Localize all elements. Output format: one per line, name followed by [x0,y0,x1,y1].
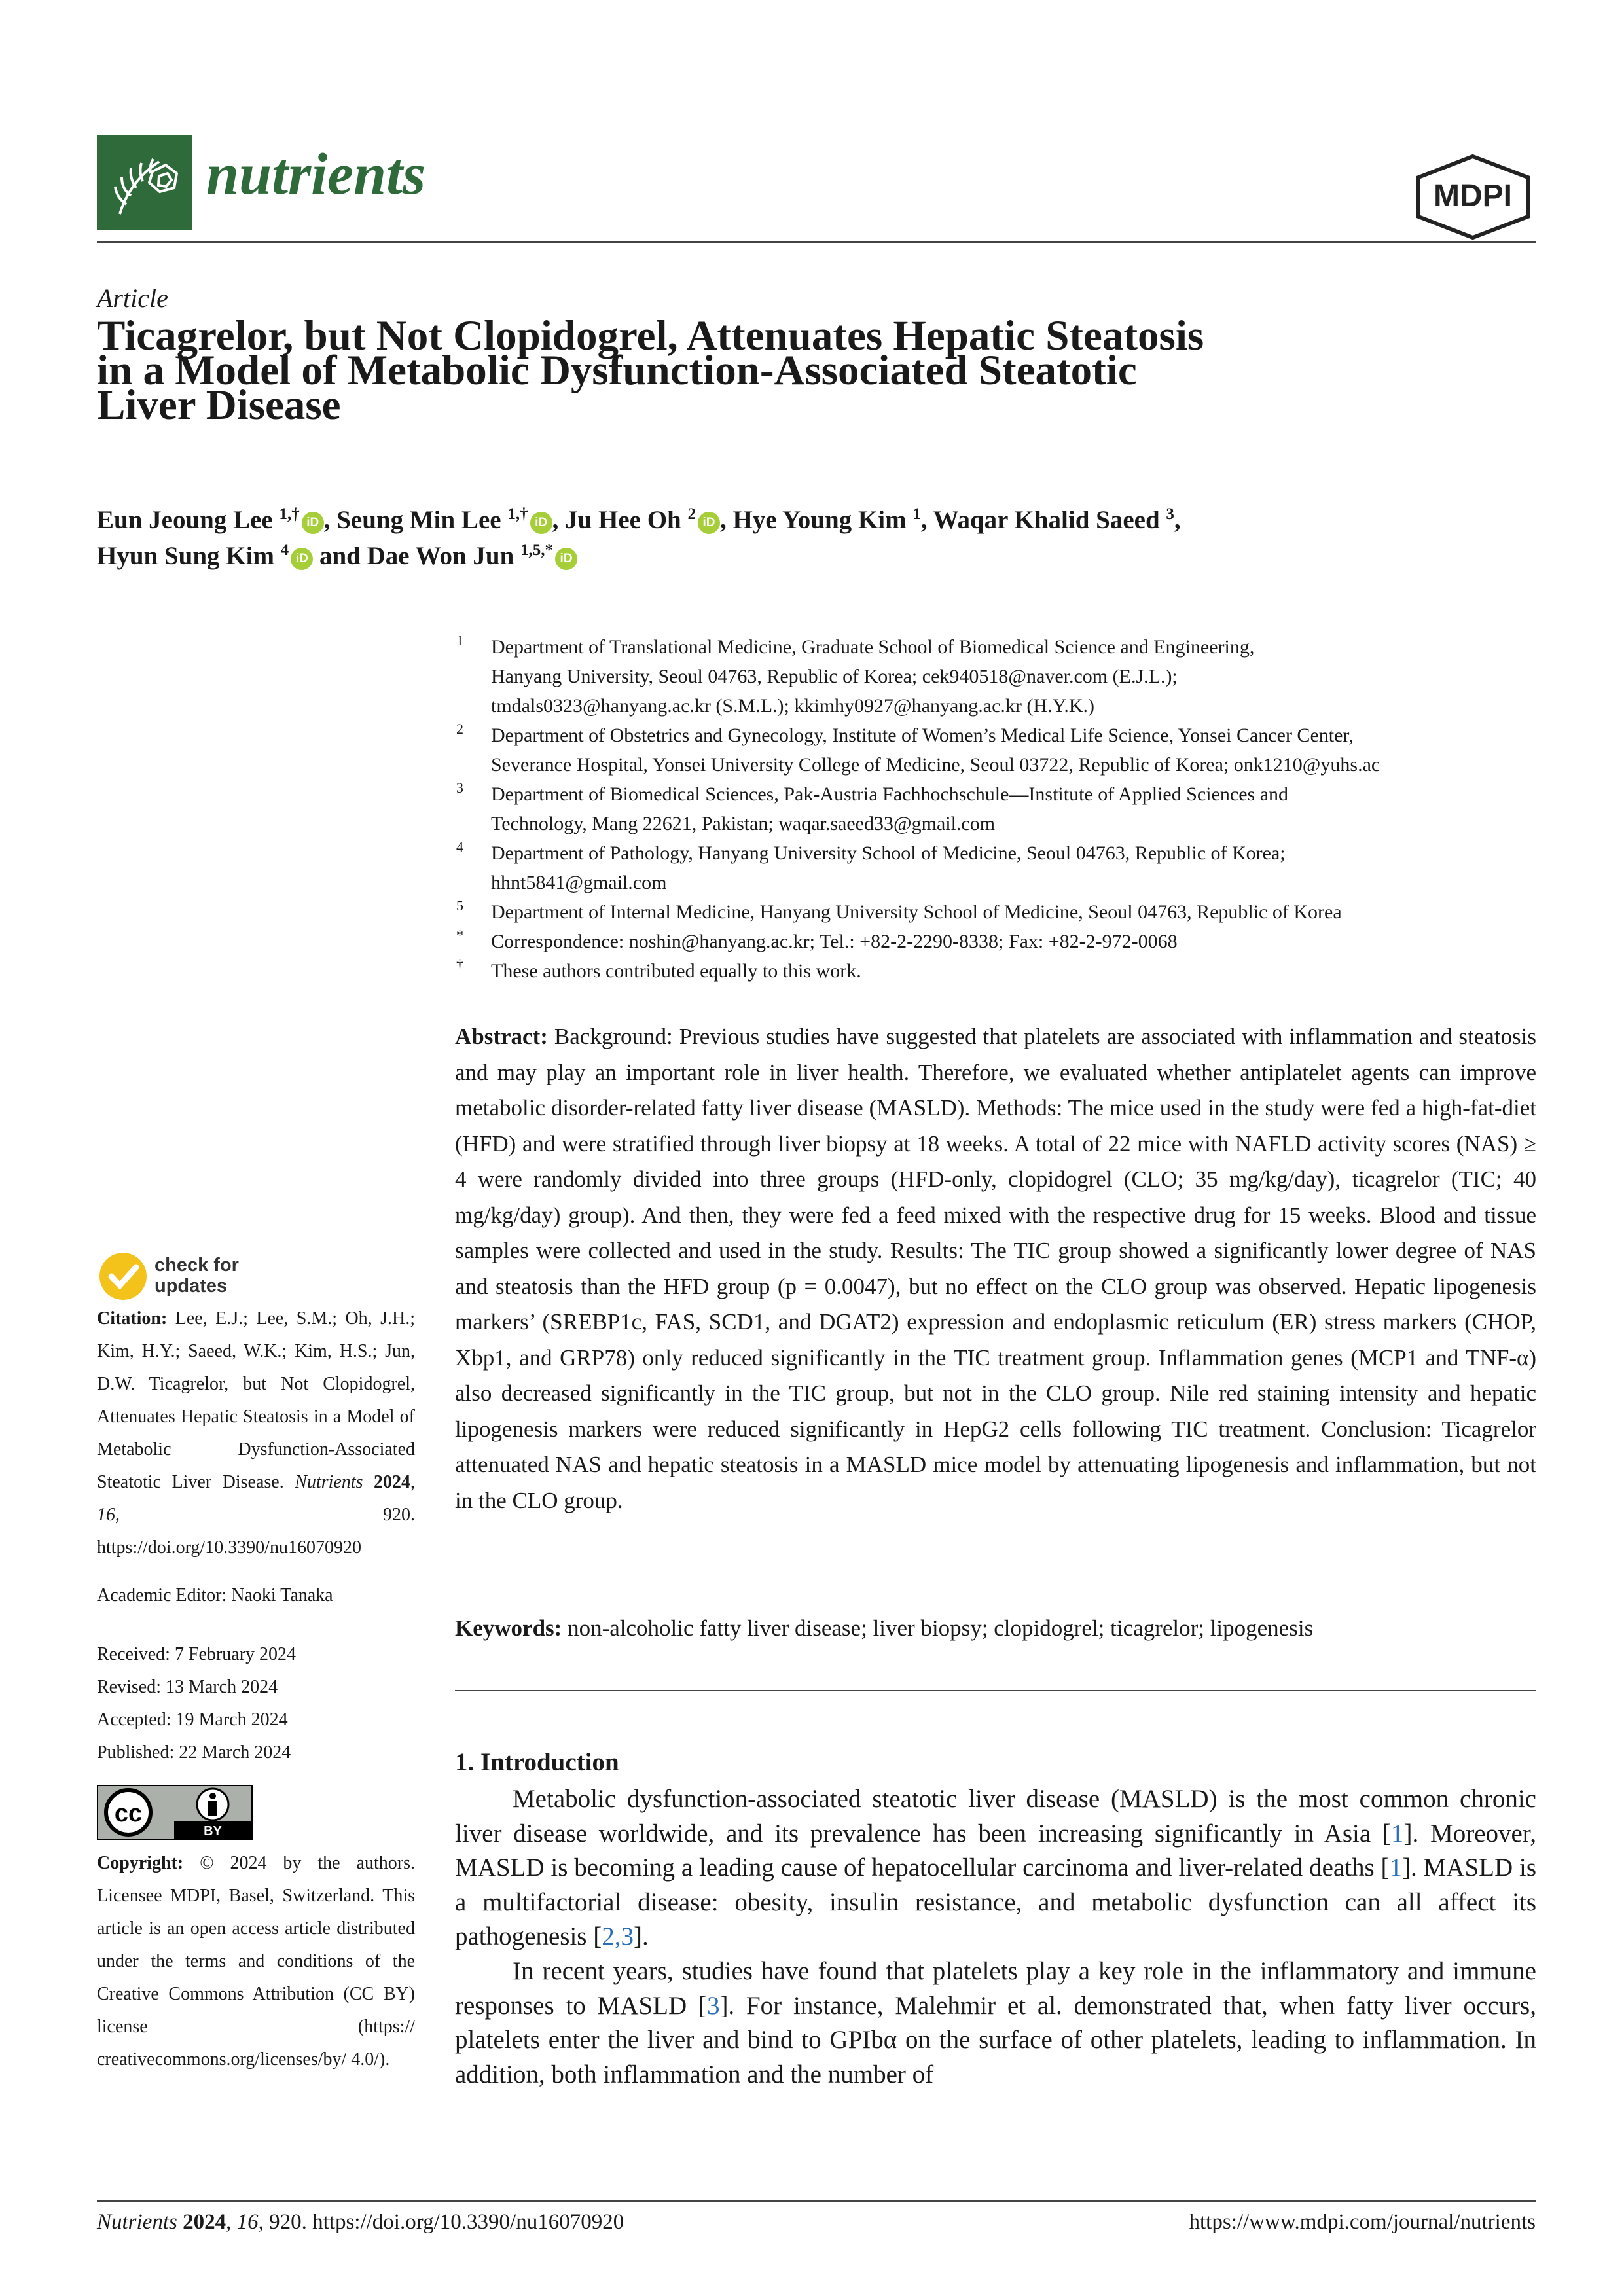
citation-block: Citation: Lee, E.J.; Lee, S.M.; Oh, J.H.; Kim, H.Y.; Saeed, W.K.; Kim, H.S.; Jun, D.W. Ticagrelor, but Not Clopidogrel, Attenuates Hepatic Steatosis in a Model of Metabolic Dysfunction-Associated Steatotic Liver Disease. Nutrients 2024, 16, 920. https://doi.org/10.3390/nu16070920 [97,1308,416,1558]
published-date: Published: 22 March 2024 [97,1742,291,1763]
citation-link[interactable]: 2,3 [602,1922,634,1950]
mdpi-logo [1413,154,1534,240]
citation-link[interactable]: 1 [1390,1819,1404,1848]
publication-dates [97,1638,415,1769]
affiliation-mark: 4 [456,838,463,855]
author-name[interactable]: Dae Won Jun [367,542,514,570]
accepted-date: Accepted: 19 March 2024 [97,1710,288,1730]
abstract-label: Abstract: [455,1024,548,1049]
author-conjunction: and [319,542,361,570]
keywords-text: non-alcoholic fatty liver disease; liver biopsy; clopidogrel; ticagrelor; lipogenesis [568,1615,1314,1641]
author-name[interactable]: Eun Jeoung Lee [97,506,273,534]
article-title [97,312,1504,429]
author-name[interactable]: Waqar Khalid Saeed [933,506,1160,534]
svg-text:MDPI: MDPI [1434,179,1512,213]
keywords [455,1615,1536,1641]
journal-name: nutrients [206,142,426,207]
citation-text: Lee, E.J.; Lee, S.M.; Oh, J.H.; Kim, H.Y.; Saeed, W.K.; Kim, H.S.; Jun, D.W. Ticagrelor, but Not Clopidogrel, Attenuates Hepatic Steatosis in a Model of Metabolic Dysfunction-Associated Steatotic Liver Disease. [97,1308,416,1492]
copyright-label: Copyright: [97,1853,184,1873]
equal-contribution-note: These authors contributed equally to this work. [491,960,861,982]
affiliation-2: Department of Obstetrics and Gynecology, Institute of Women’s Medical Life Science, Yonsei Cancer Center, Severance Hospital, Yonsei University College of Medicine, Seoul 03722, Republic of Korea; onk1210@yuhs.ac [491,725,1380,776]
citation-doi[interactable]: , 920. https://doi.org/10.3390/nu16070920 [97,1505,415,1558]
abstract-text: Background: Previous studies have suggested that platelets are associated with inflammation and steatosis and may play an important role in liver health. Therefore, we evaluated whether antiplatelet agents can improve metabolic disorder-related fatty liver disease (MASLD). Methods: The mice used in the study were fed a high-fat-diet (HFD) and were stratified through liver biopsy at 18 weeks. A total of 22 mice with NAFLD activity scores (NAS) ≥ 4 were randomly divided into three groups (HFD-only, clopidogrel (CLO; 35 mg/kg/day), ticagrelor (TIC; 40 mg/kg/day) group). And then, they were fed a feed mixed with the respective drug for 15 weeks. Blood and tissue samples were collected and used in the study. Results: The TIC group showed a significantly lower degree of NAS and steatosis than the HFD group (p = 0.0047), but no effect on the CLO group was observed. Hepatic lipogenesis markers’ (SREBP1c, FAS, SCD1, and DGAT2) expression and endoplasmic reticulum (ER) stress markers (CHOP, Xbp1, and GRP78) only reduced significantly in the TIC treatment group. Inflammation genes (MCP1 and TNF-α) also decreased significantly in the TIC group, but not in the CLO group. Nile red staining intensity and hepatic lipogenesis markers were reduced significantly in HepG2 cells following TIC treatment. Conclusion: Ticagrelor attenuated NAS and hepatic steatosis in a MASLD mice model by attenuating lipogenesis and inflammation, but not in the CLO group. [455,1024,1537,1513]
article-type: Article [97,283,168,313]
orcid-icon[interactable]: iD [555,548,577,570]
check-updates-line1: check for [154,1255,239,1276]
citation-volume: 16 [97,1505,115,1525]
orcid-icon[interactable]: iD [302,512,324,534]
footer-rule [97,2200,1536,2202]
copyright-block [97,1847,415,2076]
abstract [455,1019,1536,1518]
section-rule [455,1690,1536,1691]
svg-text:BY: BY [204,1824,222,1839]
author-name[interactable]: Ju Hee Oh [565,506,681,534]
footer-doi[interactable]: , 920. https://doi.org/10.3390/nu16070920 [258,2210,624,2234]
header-rule [97,241,1536,243]
affiliation-mark: 2 [456,721,463,737]
affiliation-mark: † [456,956,463,973]
academic-editor: Academic Editor: Naoki Tanaka [97,1585,333,1605]
author-name[interactable]: Hye Young Kim [732,506,907,534]
journal-logo [97,135,192,230]
section-heading: 1. Introduction [455,1748,619,1776]
author-line-1: Eun Jeoung Lee $^{1,\dagger}$ iD , Seung Min Lee $^{1,\dagger}$ iD , Ju Hee Oh $^2$ iD , Hye Young Kim $^1$, Waqar Khalid Saeed $^3$, [97,505,1181,534]
cc-by-license-badge[interactable] [97,1785,253,1840]
affiliation-3: Department of Biomedical Sciences, Pak-Austria Fachhochschule—Institute of Applied Sciences and Technology, Mang 22621, Pakistan; waqar.saeed33@gmail.com [491,783,1289,834]
citation-label: Citation: [97,1308,168,1329]
title-line: Liver Disease [97,382,341,429]
received-date: Received: 7 February 2024 [97,1644,297,1664]
affiliation-mark: 1 [456,632,463,649]
affiliation-mark: 5 [456,897,463,914]
author-name[interactable]: Hyun Sung Kim [97,542,274,570]
svg-text:cc: cc [114,1800,143,1827]
footer-journal-url[interactable]: https://www.mdpi.com/journal/nutrients [1189,2210,1536,2234]
citation-link[interactable]: 3 [706,1991,720,2020]
keywords-label: Keywords: [455,1615,562,1641]
citation-year: 2024 [374,1472,411,1492]
author-line-2: Hyun Sung Kim $^4$ iD and Dae Won Jun $^{1,5,*}$ iD [97,541,577,571]
author-name[interactable]: Seung Min Lee [336,506,501,534]
correspondence: Correspondence: noshin@hanyang.ac.kr; Tel.: +82-2-2290-8338; Fax: +82-2-972-0068 [491,931,1178,952]
intro-paragraph: Metabolic dysfunction-associated steatotic liver disease (MASLD) is the most common chronic liver disease worldwide, and its prevalence has been increasing significantly in Asia [1]. Moreover, MASLD is becoming a leading cause of hepatocellular carcinoma and liver-related deaths [1]. MASLD is a multifactorial disease: obesity, insulin resistance, and metabolic dysfunction can all affect its pathogenesis [2,3]. [455,1785,1536,1950]
copyright-text: © 2024 by the authors. Licensee MDPI, Basel, Switzerland. This article is an open access article distributed under the terms and conditions of the Creative Commons Attribution (CC BY) license (https:// creativecommons.org/licenses/by/ 4.0/). [97,1853,415,2070]
orcid-icon[interactable]: iD [698,512,720,534]
footer-citation: Nutrients 2024, 16, 920. https://doi.org/10.3390/nu16070920 [97,2210,624,2234]
affiliation-mark: 3 [456,780,463,796]
check-updates-line2: updates [154,1276,228,1297]
check-icon [97,1250,149,1302]
title-line: Ticagrelor, but Not Clopidogrel, Attenuates Hepatic Steatosis [97,312,1204,359]
affiliation-4: Department of Pathology, Hanyang University School of Medicine, Seoul 04763, Republic of Korea; hhnt5841@gmail.com [491,842,1286,893]
revised-date: Revised: 13 March 2024 [97,1677,278,1697]
citation-link[interactable]: 1 [1389,1854,1403,1882]
affiliation-1: Department of Translational Medicine, Graduate School of Biomedical Science and Engineering, Hanyang University, Seoul 04763, Republic of Korea; cek940518@naver.com (E.J.L.); tmdals0323@hanyang.ac.kr (S.M.L.); kkimhy0927@hanyang.ac.kr (H.Y.K.) [491,636,1255,717]
orcid-icon[interactable]: iD [291,548,313,570]
affiliation-5: Department of Internal Medicine, Hanyang University School of Medicine, Seoul 04763, Republic of Korea [491,901,1342,923]
intro-paragraph: In recent years, studies have found that platelets play a key role in the inflammatory and immune responses to MASLD [3]. For instance, Malehmir et al. demonstrated that, when fatty liver occurs, platelets enter the liver and bind to GPIbα on the surface of other platelets, leading to inflammation. In addition, both inflammation and the number of [455,1957,1536,2089]
citation-journal: Nutrients [295,1472,363,1492]
orcid-icon[interactable]: iD [530,512,552,534]
check-for-updates-button[interactable] [97,1247,274,1307]
affiliation-mark: * [456,927,463,943]
title-line: in a Model of Metabolic Dysfunction-Associated Steatotic [97,347,1137,394]
